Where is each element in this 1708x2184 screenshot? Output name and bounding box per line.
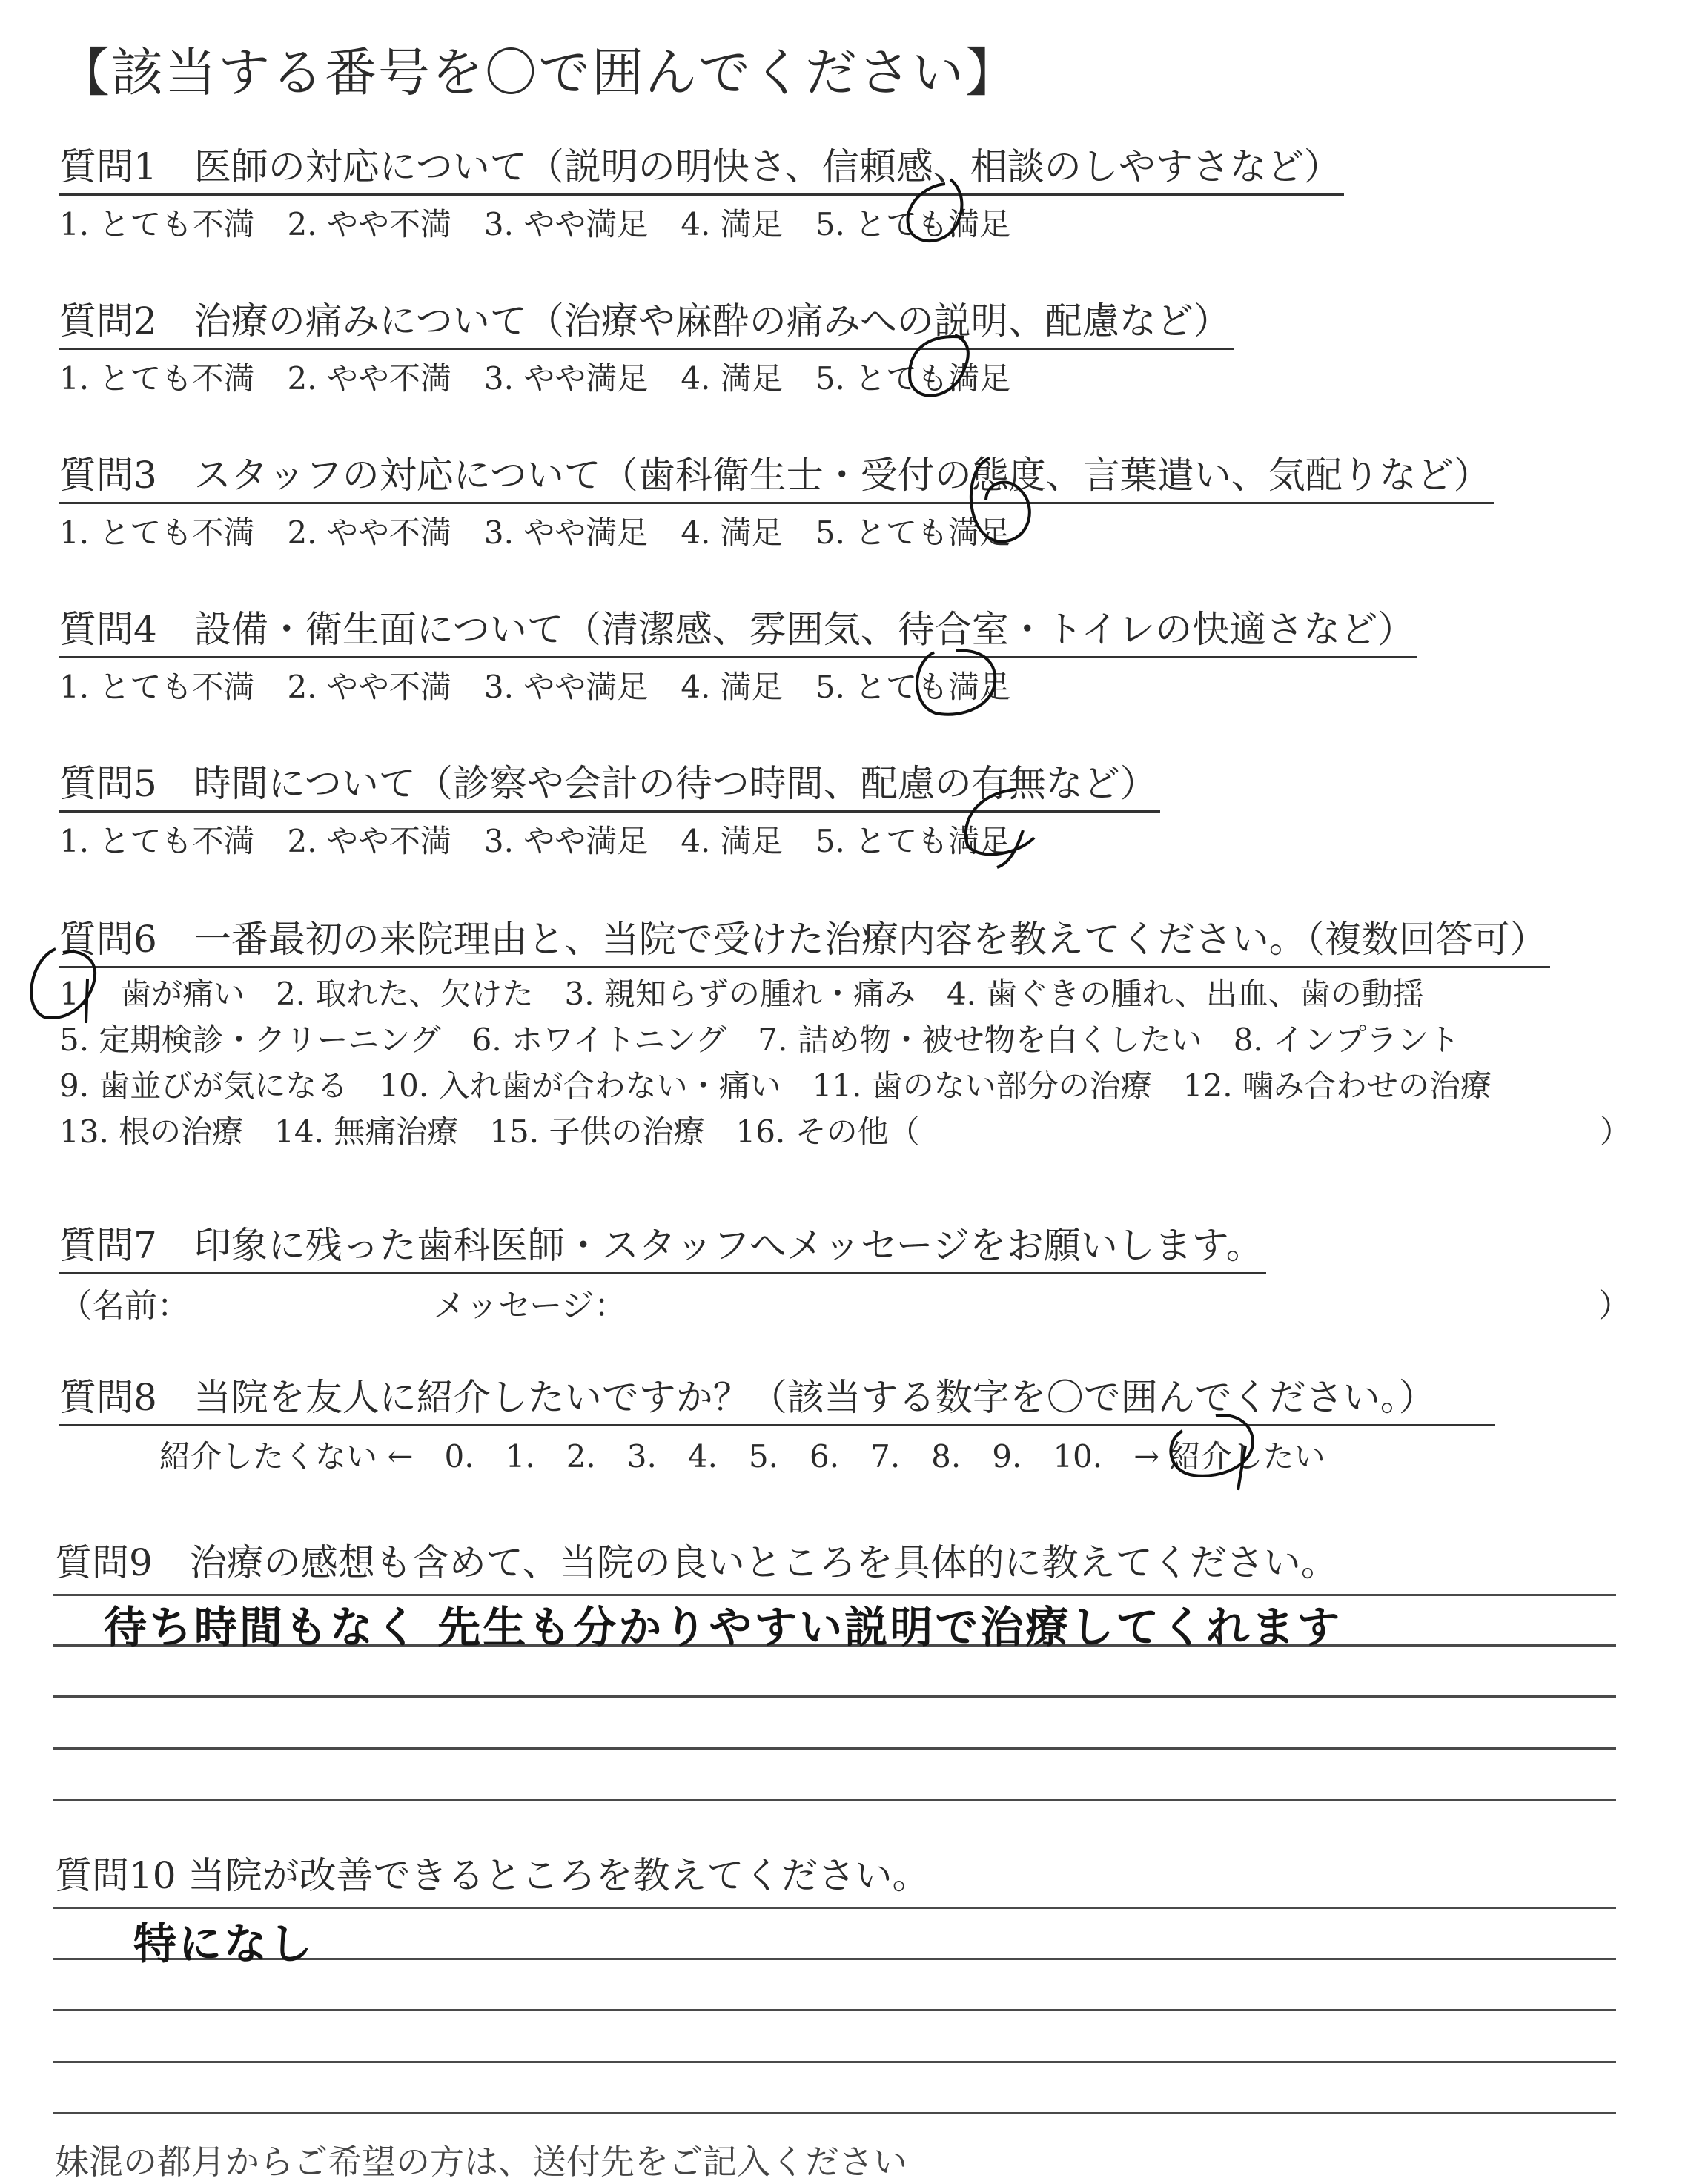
q10-line-5 xyxy=(53,2112,1616,2114)
q6-option-7[interactable]: 7. 詰め物・被せ物を白くしたい xyxy=(758,1022,1202,1058)
q10-line-4 xyxy=(53,2061,1616,2063)
q6-row-4 xyxy=(59,1109,1631,1155)
question-9-title: 質問9 治療の感想も含めて、当院の良いところを具体的に教えてください。 xyxy=(55,1541,1338,1584)
q7-answer-line xyxy=(59,1279,1631,1326)
option-2[interactable]: 2. やや不満 xyxy=(287,823,451,859)
q6-option-14[interactable]: 14. 無痛治療 xyxy=(274,1113,459,1150)
question-4 xyxy=(59,600,1417,707)
question-2 xyxy=(59,291,1234,399)
option-4[interactable]: 4. 満足 xyxy=(681,360,783,397)
option-1[interactable]: 1. とても不満 xyxy=(59,514,255,551)
question-3-scale xyxy=(59,509,1494,553)
q6-option-3[interactable]: 3. 親知らずの腫れ・痛み xyxy=(564,976,916,1012)
question-3 xyxy=(59,446,1494,553)
q6-row-2 xyxy=(59,1017,1631,1063)
question-6 xyxy=(59,910,1631,1155)
q8-option-1[interactable]: 1. xyxy=(505,1438,535,1475)
q6-option-2[interactable]: 2. 取れた、欠けた xyxy=(276,976,534,1012)
q6-option-12[interactable]: 12. 噛み合わせの治療 xyxy=(1182,1068,1492,1104)
option-2[interactable]: 2. やや不満 xyxy=(287,206,451,242)
question-4-scale xyxy=(59,663,1417,707)
option-5[interactable]: 5. とても満足 xyxy=(815,206,1011,242)
q8-option-6[interactable]: 6. xyxy=(810,1438,840,1475)
option-3[interactable]: 3. やや満足 xyxy=(483,360,649,397)
option-3[interactable]: 3. やや満足 xyxy=(483,823,649,859)
option-5[interactable]: 5. とても満足 xyxy=(815,823,1011,859)
option-2[interactable]: 2. やや不満 xyxy=(287,360,451,397)
question-6-title: 質問6 一番最初の来院理由と、当院で受けた治療内容を教えてください。（複数回答可） xyxy=(59,910,1550,968)
question-1-scale xyxy=(59,200,1344,245)
question-4-title: 質問4 設備・衛生面について（清潔感、雰囲気、待合室・トイレの快適さなど） xyxy=(59,600,1417,658)
q6-option-6[interactable]: 6. ホワイトニング xyxy=(471,1022,727,1058)
question-5-title: 質問5 時間について（診察や会計の待つ時間、配慮の有無など） xyxy=(59,754,1160,813)
option-1[interactable]: 1. とても不満 xyxy=(59,206,255,242)
q8-option-7[interactable]: 7. xyxy=(870,1438,901,1475)
q6-option-1[interactable]: 1. 歯が痛い xyxy=(59,976,245,1012)
question-3-title: 質問3 スタッフの対応について（歯科衛生士・受付の態度、言葉遣い、気配りなど） xyxy=(59,446,1494,504)
q8-option-5[interactable]: 5. xyxy=(748,1438,779,1475)
question-8-title: 質問8 当院を友人に紹介したいですか？（該当する数字を〇で囲んでください。） xyxy=(59,1368,1494,1426)
q6-option-10[interactable]: 10. 入れ歯が合わない・痛い xyxy=(379,1068,781,1104)
option-2[interactable]: 2. やや不満 xyxy=(287,669,451,705)
question-1-title: 質問1 医師の対応について（説明の明快さ、信頼感、相談のしやすさなど） xyxy=(59,137,1344,196)
q8-left-label: 紹介したくない ← xyxy=(159,1438,414,1475)
q8-option-9[interactable]: 9. xyxy=(992,1438,1022,1475)
question-8 xyxy=(59,1368,1494,1426)
q9-line-3 xyxy=(53,1695,1616,1698)
q7-name-label: （名前： xyxy=(59,1287,190,1325)
question-7-title: 質問7 印象に残った歯科医師・スタッフへメッセージをお願いします。 xyxy=(59,1216,1266,1274)
option-3[interactable]: 3. やや満足 xyxy=(483,206,649,242)
q8-option-4[interactable]: 4. xyxy=(687,1438,718,1475)
q8-option-3[interactable]: 3. xyxy=(626,1438,657,1475)
option-4[interactable]: 4. 満足 xyxy=(681,514,783,551)
q10-handwritten-answer[interactable]: 特になし xyxy=(133,1919,315,1969)
q8-option-10[interactable]: 10. xyxy=(1053,1438,1103,1475)
q8-option-8[interactable]: 8. xyxy=(931,1438,961,1475)
q8-scale xyxy=(159,1432,1325,1477)
q8-right-label: → 紹介したい xyxy=(1133,1438,1325,1475)
question-2-title: 質問2 治療の痛みについて（治療や麻酔の痛みへの説明、配慮など） xyxy=(59,291,1234,350)
q7-message-label: メッセージ： xyxy=(433,1287,627,1325)
question-5 xyxy=(59,754,1160,861)
option-1[interactable]: 1. とても不満 xyxy=(59,669,255,705)
option-3[interactable]: 3. やや満足 xyxy=(483,514,649,551)
question-7 xyxy=(59,1216,1631,1326)
q6-row-3 xyxy=(59,1063,1631,1109)
option-5[interactable]: 5. とても満足 xyxy=(815,669,1011,705)
q6-option-5[interactable]: 5. 定期検診・クリーニング xyxy=(59,1022,441,1058)
q9-line-4 xyxy=(53,1747,1616,1750)
q6-option-13[interactable]: 13. 根の治療 xyxy=(59,1113,244,1150)
q6-row-1 xyxy=(59,971,1631,1017)
option-4[interactable]: 4. 満足 xyxy=(681,823,783,859)
q7-close-paren: ） xyxy=(1598,1287,1631,1325)
question-2-scale xyxy=(59,354,1234,399)
q8-option-2[interactable]: 2. xyxy=(566,1438,596,1475)
option-5[interactable]: 5. とても満足 xyxy=(815,360,1011,397)
question-1 xyxy=(59,137,1344,245)
q9-line-5 xyxy=(53,1799,1616,1801)
q6-option-8[interactable]: 8. インプラント xyxy=(1233,1022,1460,1058)
option-1[interactable]: 1. とても不満 xyxy=(59,360,255,397)
question-10-title: 質問10 当院が改善できるところを教えてください。 xyxy=(55,1854,930,1897)
q8-option-0[interactable]: 0. xyxy=(444,1438,474,1475)
q6-option-15[interactable]: 15. 子供の治療 xyxy=(489,1113,705,1150)
q6-option-16[interactable]: 16. その他（ xyxy=(735,1113,920,1150)
question-5-scale xyxy=(59,817,1160,861)
option-4[interactable]: 4. 満足 xyxy=(681,206,783,242)
option-1[interactable]: 1. とても不満 xyxy=(59,823,255,859)
q6-option-11[interactable]: 11. 歯のない部分の治療 xyxy=(812,1068,1152,1104)
q9-handwritten-answer[interactable]: 待ち時間もなく 先生も分かりやすい説明で治療してくれます xyxy=(104,1602,1343,1652)
option-4[interactable]: 4. 満足 xyxy=(681,669,783,705)
option-3[interactable]: 3. やや満足 xyxy=(483,669,649,705)
q6-option-9[interactable]: 9. 歯並びが気になる xyxy=(59,1068,348,1104)
q6-close-paren: ） xyxy=(1599,1113,1631,1150)
instruction-header: 【該当する番号を〇で囲んでください】 xyxy=(58,42,1019,103)
footer-note: 妹混の都月からご希望の方は、送付先をご記入ください xyxy=(55,2142,907,2182)
option-2[interactable]: 2. やや不満 xyxy=(287,514,451,551)
q10-line-3 xyxy=(53,2009,1616,2011)
q6-option-4[interactable]: 4. 歯ぐきの腫れ、出血、歯の動揺 xyxy=(946,976,1424,1012)
option-5[interactable]: 5. とても満足 xyxy=(815,514,1011,551)
